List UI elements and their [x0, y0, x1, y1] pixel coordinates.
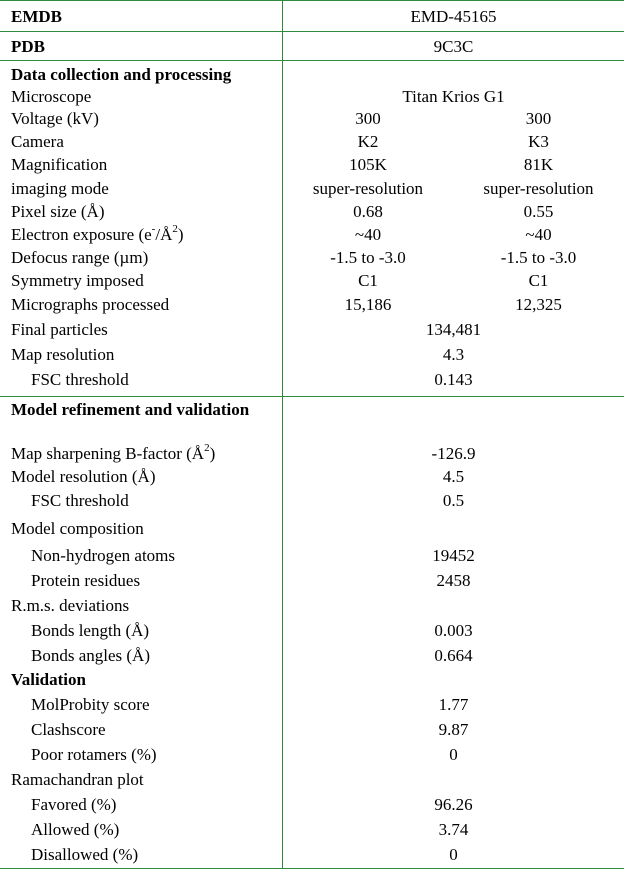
value-emdb: EMD-45165	[410, 7, 497, 26]
section-heading-data-collection: Data collection and processing	[11, 65, 232, 84]
label-protein-residues: Protein residues	[31, 571, 141, 590]
label-symmetry: Symmetry imposed	[11, 271, 144, 290]
value-clashscore: 9.87	[438, 720, 469, 739]
label-fsc-threshold-1: FSC threshold	[31, 370, 129, 389]
label-allowed: Allowed (%)	[31, 820, 120, 839]
label-rmsd: R.m.s. deviations	[11, 596, 130, 615]
value-magnification-2: 81K	[523, 155, 554, 174]
value-protein-residues: 2458	[436, 571, 471, 590]
label-fsc-threshold-2: FSC threshold	[31, 491, 129, 510]
label-non-hydrogen: Non-hydrogen atoms	[31, 546, 176, 565]
label-poor-rotamers: Poor rotamers (%)	[31, 745, 157, 764]
label-model-composition: Model composition	[11, 519, 144, 538]
label-bond-length: Bonds length (Å)	[31, 621, 150, 640]
label-disallowed: Disallowed (%)	[31, 845, 139, 864]
value-bfactor: -126.9	[431, 444, 476, 463]
row-pdb	[0, 31, 624, 56]
value-imaging-mode-2: super-resolution	[483, 179, 594, 198]
value-exposure-1: ~40	[354, 225, 382, 244]
label-favored: Favored (%)	[31, 795, 117, 814]
label-micrographs: Micrographs processed	[11, 295, 170, 314]
label-clashscore: Clashscore	[31, 720, 106, 739]
label-ramachandran: Ramachandran plot	[11, 770, 144, 789]
label-voltage: Voltage (kV)	[11, 109, 99, 128]
bfactor-sup: 2	[204, 442, 210, 455]
value-pixel-size-1: 0.68	[353, 202, 383, 221]
label-emdb: EMDB	[11, 7, 62, 26]
value-micrographs-2: 12,325	[515, 295, 562, 314]
label-camera: Camera	[11, 132, 64, 151]
value-favored: 96.26	[434, 795, 473, 814]
value-camera-1: K2	[357, 132, 379, 151]
label-final-particles: Final particles	[11, 320, 108, 339]
label-map-resolution: Map resolution	[11, 345, 115, 364]
value-bond-angles: 0.664	[434, 646, 473, 665]
value-camera-2: K3	[528, 132, 549, 151]
value-pixel-size-2: 0.55	[523, 202, 554, 221]
section-heading-refinement: Model refinement and validation	[11, 400, 250, 419]
value-model-resolution: 4.5	[442, 467, 465, 486]
row-data-collection-heading	[0, 60, 624, 84]
label-pdb: PDB	[11, 37, 45, 56]
value-bond-length: 0.003	[434, 621, 473, 640]
exposure-sup-square: 2	[172, 223, 178, 236]
value-microscope: Titan Krios G1	[402, 87, 505, 106]
label-magnification: Magnification	[11, 155, 108, 174]
value-fsc-threshold-2: 0.5	[442, 491, 465, 510]
label-bfactor	[11, 444, 279, 464]
value-voltage-1: 300	[355, 109, 381, 128]
value-defocus-1: -1.5 to -3.0	[330, 248, 406, 267]
value-final-particles: 134,481	[425, 320, 482, 339]
section-heading-validation: Validation	[11, 670, 86, 689]
value-disallowed: 0	[449, 845, 458, 864]
label-model-resolution: Model resolution (Å)	[11, 467, 156, 486]
exposure-label-post: )	[177, 225, 184, 244]
value-micrographs-1: 15,186	[344, 295, 392, 314]
label-molprobity: MolProbity score	[31, 695, 150, 714]
value-voltage-2: 300	[525, 109, 552, 128]
exposure-sup-charge: -	[151, 223, 156, 236]
value-magnification-1: 105K	[349, 155, 387, 174]
value-pdb: 9C3C	[433, 37, 474, 56]
bfactor-label-pre: Map sharpening B-factor (Å	[11, 444, 205, 463]
value-map-resolution: 4.3	[442, 345, 465, 364]
value-symmetry-1: C1	[358, 271, 378, 290]
value-poor-rotamers: 0	[449, 745, 458, 764]
exposure-label-pre: Electron exposure (e	[11, 225, 152, 244]
label-defocus: Defocus range (µm)	[11, 248, 149, 267]
label-pixel-size: Pixel size (Å)	[11, 202, 105, 221]
value-fsc-threshold-1: 0.143	[434, 370, 473, 389]
value-exposure-2: ~40	[525, 225, 552, 244]
value-imaging-mode-1: super-resolution	[312, 179, 424, 198]
bfactor-label-post: )	[209, 444, 216, 463]
value-symmetry-2: C1	[528, 271, 549, 290]
value-non-hydrogen: 19452	[432, 546, 475, 565]
label-microscope: Microscope	[11, 87, 92, 106]
exposure-label-mid: /Å	[155, 225, 173, 244]
value-allowed: 3.74	[438, 820, 469, 839]
label-imaging-mode: imaging mode	[11, 179, 109, 198]
value-defocus-2: -1.5 to -3.0	[500, 248, 577, 267]
value-molprobity: 1.77	[438, 695, 469, 714]
label-bond-angles: Bonds angles (Å)	[31, 646, 150, 665]
label-electron-exposure	[11, 225, 279, 245]
row-refinement-heading	[0, 396, 624, 419]
